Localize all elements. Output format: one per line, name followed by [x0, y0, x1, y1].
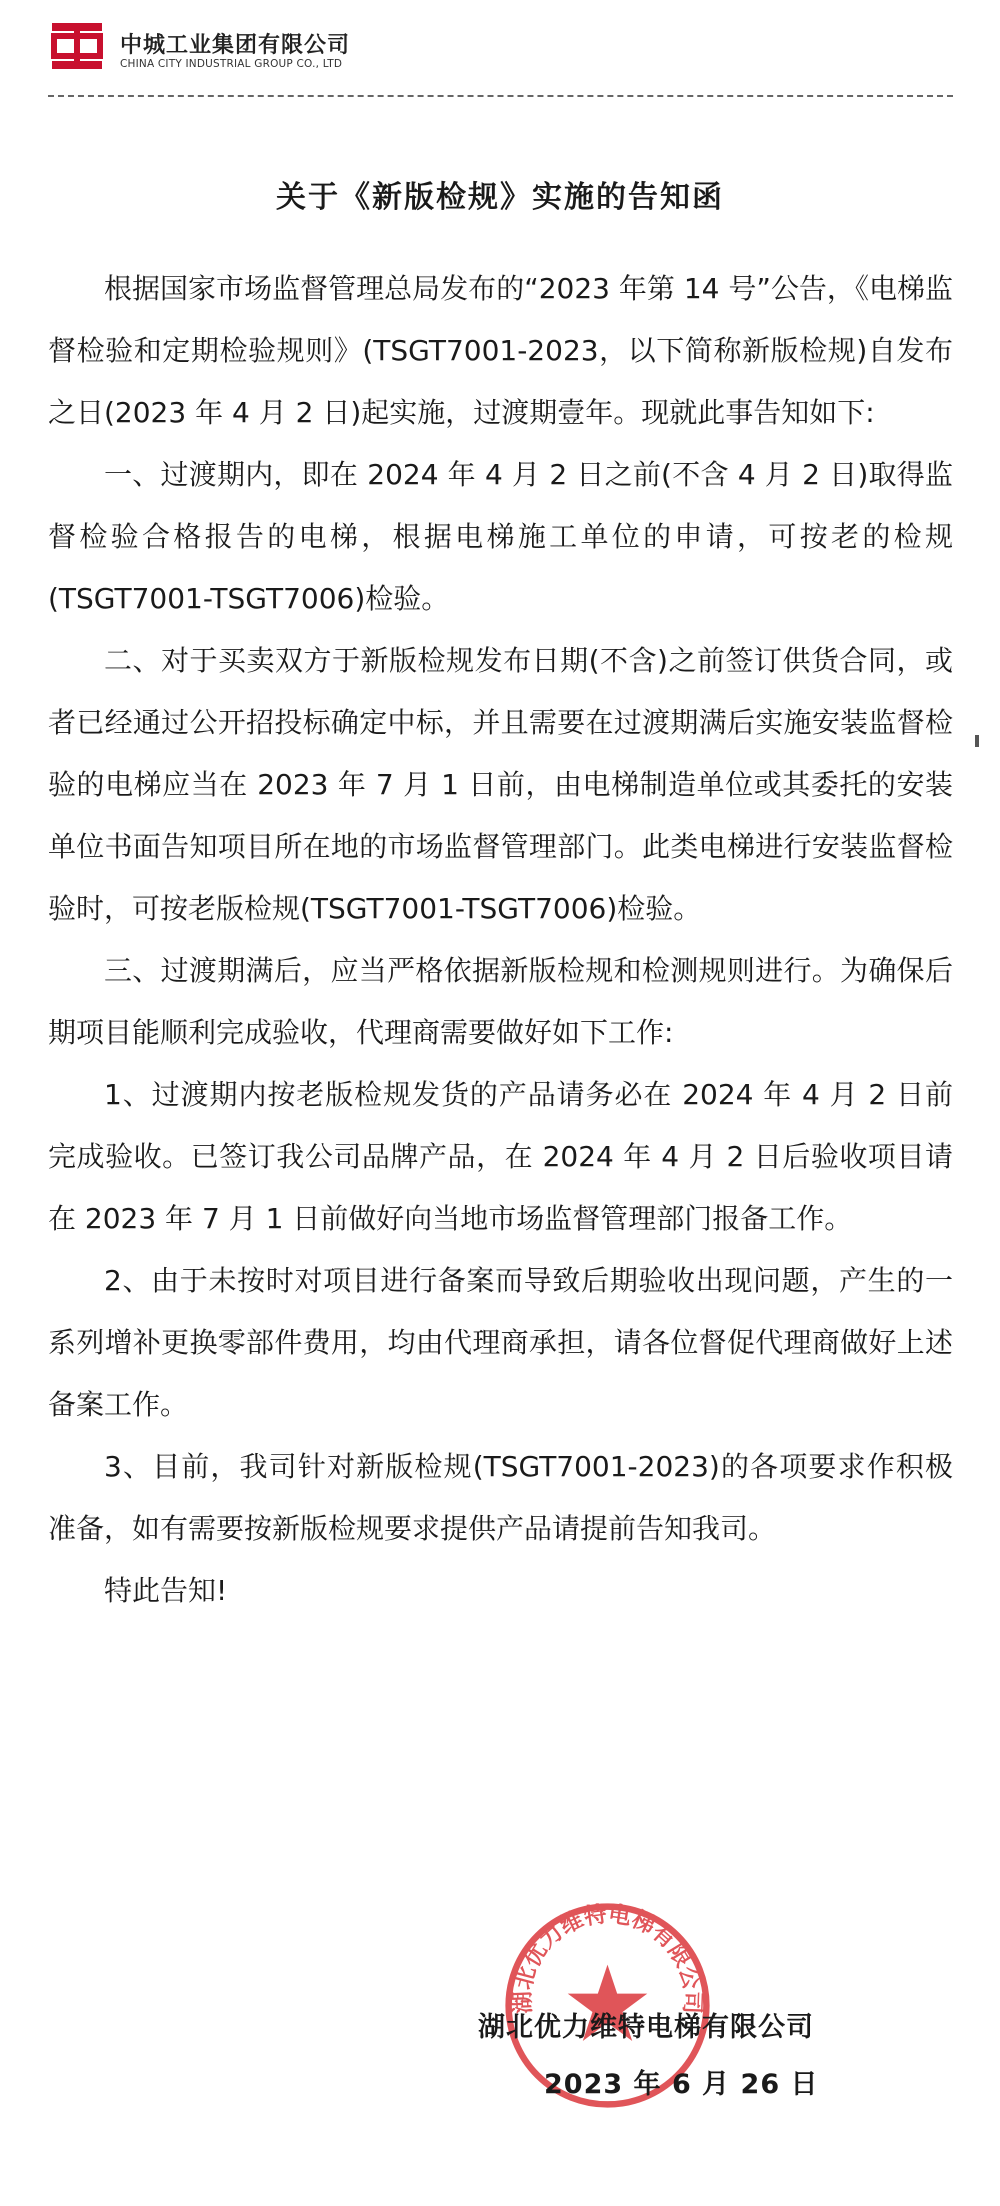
document-body	[48, 258, 953, 1622]
scan-mark	[975, 735, 979, 747]
closing-line: 特此告知!	[104, 1574, 228, 1607]
china-city-logo-icon	[48, 20, 106, 72]
clause-2-paragraph: 二、对于买卖双方于新版检规发布日期(不含)之前签订供货合同，或者已经通过公开招投标确定中标，并且需要在过渡期满后实施安装监督检验的电梯应当在 2023 年 7 月 1 日前，由电梯制造单位或其委托的安装单位书面告知项目所在地的市场监督管理部门。此类电梯进行安装监督检验时，可按老版检规(TSGT7001-TSGT7006)检验。	[48, 644, 953, 925]
item-1-paragraph: 1、过渡期内按老版检规发货的产品请务必在 2024 年 4 月 2 日前完成验收。已签订我公司品牌产品，在 2024 年 4 月 2 日后验收项目请在 2023 年 7 月 1 日前做好向当地市场监督管理部门报备工作。	[48, 1078, 953, 1235]
clause-3-paragraph: 三、过渡期满后，应当严格依据新版检规和检测规则进行。为确保后期项目能顺利完成验收，代理商需要做好如下工作:	[48, 954, 953, 1049]
item-2-paragraph: 2、由于未按时对项目进行备案而导致后期验收出现问题，产生的一系列增补更换零部件费用，均由代理商承担，请各位督促代理商做好上述备案工作。	[48, 1264, 953, 1421]
header-divider	[48, 95, 953, 97]
seal-text: 湖北优力维特电梯有限公司	[509, 1901, 706, 2015]
clause-1-paragraph: 一、过渡期内，即在 2024 年 4 月 2 日之前(不含 4 月 2 日)取得监督检验合格报告的电梯，根据电梯施工单位的申请，可按老的检规(TSGT7001-TSGT7006)检验。	[48, 458, 953, 615]
company-name-cn: 中城工业集团有限公司	[120, 33, 351, 58]
document-title: 关于《新版检规》实施的告知函	[276, 180, 724, 215]
company-name-en: CHINA CITY INDUSTRIAL GROUP CO., LTD	[120, 58, 343, 70]
signature-date: 2023 年 6 月 26 日	[544, 2069, 819, 2100]
intro-paragraph: 根据国家市场监督管理总局发布的“2023 年第 14 号”公告，《电梯监督检验和定期检验规则》(TSGT7001-2023，以下简称新版检规)自发布之日(2023 年 4 月 2 日)起实施，过渡期壹年。现就此事告知如下:	[48, 272, 953, 429]
signature-company: 湖北优力维特电梯有限公司	[478, 2012, 814, 2043]
item-3-paragraph: 3、目前，我司针对新版检规(TSGT7001-2023)的各项要求作积极准备，如有需要按新版检规要求提供产品请提前告知我司。	[48, 1450, 953, 1545]
letterhead	[48, 14, 968, 94]
